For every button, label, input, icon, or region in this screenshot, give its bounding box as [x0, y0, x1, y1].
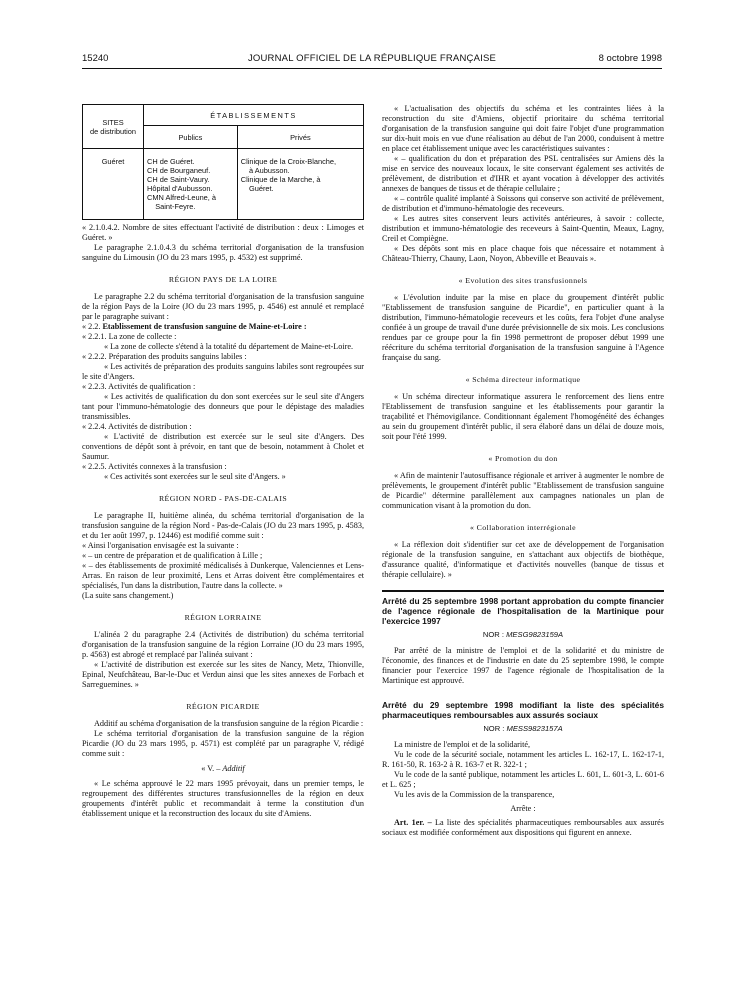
nor-label: NOR :	[483, 724, 507, 733]
nor-code: MESG9823159A	[506, 630, 564, 639]
section-heading: « Schéma directeur informatique	[465, 375, 581, 384]
paragraph: « L'activité de distribution est exercée sur les sites de Nancy, Metz, Thionville, Epinal, Neufchâteau, Bar-le-Duc et Verdun ainsi que les sites annexes de Forbach et Sarreguemines. »	[82, 660, 364, 689]
establishments-table	[82, 104, 364, 220]
paragraph: « Le schéma approuvé le 22 mars 1995 prévoyait, dans un premier temps, le regroupement des différentes structures transfusionnelles de la région en deux groupements d'intérêt public et recommandait à terme la constitution d'un établissement unique et la reconstruction des locaux du site d'Amiens.	[82, 779, 364, 818]
paragraph: « 2.2.5. Activités connexes à la transfusion :	[82, 462, 227, 471]
paragraph: « Les activités de préparation des produits sanguins labiles sont regroupées sur le site d'Angers.	[82, 362, 364, 381]
paragraph: « Afin de maintenir l'autosuffisance régionale et arriver à augmenter le nombre de prélèvements, le groupement d'intérêt public "Etablissement de transfusion sanguine de Picardie" détermine parallèlement aux campagnes nationales un plan de communication visant à la promotion du don.	[382, 471, 664, 510]
table-header-publics: Publics	[144, 126, 238, 149]
article-text: La liste des spécialités pharmaceutiques remboursables aux assurés sociaux est modifiée conformément aux dispositions qui figurent en annexe.	[382, 818, 664, 837]
section-heading: « Promotion du don	[488, 454, 558, 463]
paragraph: « L'évolution induite par la mise en place du groupement d'intérêt public "Etablissement de transfusion sanguine de Picardie", en particulier quant à la distribution, l'immuno-hématologie receveurs et les coûts, fera l'objet d'une analyse confiée à un groupe de travail d'une durée prévisionnelle de six mois. Les conclusions rendues par ce groupe pour la fin 1998 permettront de proposer début 1999 une réécriture du schéma territorial d'organisation de la transfusion sanguine à l'Agence française du sang.	[382, 293, 664, 362]
left-column	[82, 104, 364, 819]
decree-title: Arrêté du 25 septembre 1998 portant approbation du compte financier de l'agence régionale de l'hospitalisation de la Martinique pour l'exercice 1997	[382, 596, 664, 626]
paragraph: Le paragraphe 2.2 du schéma territorial d'organisation de la transfusion sanguine de la région Pays de la Loire (JO du 23 mars 1995, p. 4546) est annulé et remplacé par le paragraphe suivant :	[82, 292, 364, 321]
paragraph: « – contrôle qualité implanté à Soissons qui conserve son activité de prélèvement, de distribution et d'immuno-hématologie des receveurs.	[382, 194, 664, 213]
paragraph: « 2.1.0.4.2. Nombre de sites effectuant l'activité de distribution : deux : Limoges et Guéret. »	[82, 223, 364, 242]
right-column	[382, 104, 664, 838]
section-heading: RÉGION LORRAINE	[184, 613, 262, 622]
paragraph: L'alinéa 2 du paragraphe 2.4 (Activités de distribution) du schéma territorial d'organisation de la transfusion sanguine de la région Lorraine (JO du 23 mars 1995, p. 4563) est abrogé et remplacé par l'alinéa suivant :	[82, 630, 364, 659]
section-heading: « Evolution des sites transfusionnels	[458, 276, 588, 285]
table-header-sites: SITES de distribution	[83, 105, 144, 149]
paragraph: La ministre de l'emploi et de la solidarité,	[394, 740, 531, 749]
paragraph: « 2.2.4. Activités de distribution :	[82, 422, 192, 431]
table-header-prives: Privés	[237, 126, 363, 149]
section-heading: RÉGION PICARDIE	[186, 702, 260, 711]
paragraph: « – un centre de préparation et de qualification à Lille ;	[82, 551, 263, 560]
paragraph: Vu les avis de la Commission de la transparence,	[394, 790, 555, 799]
paragraph: Additif au schéma d'organisation de la transfusion sanguine de la région Picardie :	[94, 719, 364, 728]
paragraph: « L'activité de distribution est exercée sur le seul site d'Angers. Des conventions de dépôt sont à prévoir, en tant que de besoin, notamment à Cholet et Saumur.	[82, 432, 364, 461]
decree-title: Arrêté du 29 septembre 1998 modifiant la liste des spécialités pharmaceutiques remboursables aux assurés sociaux	[382, 700, 664, 720]
paragraph: « L'actualisation des objectifs du schéma et les contraintes liées à la reconstruction du site d'Amiens, objectif prioritaire du schéma territorial d'organisation de la transfusion sanguine qui doit faire l'objet d'une programmation sur dix-huit mois en vue d'une réalisation au début de l'an 2000, conduisent à mettre en place cet établissement unique avec les caractéristiques suivantes :	[382, 104, 664, 153]
article-separator	[382, 590, 664, 592]
paragraph: « 2.2.1. La zone de collecte :	[82, 332, 177, 341]
article	[382, 818, 664, 838]
section-number: « 2.2.	[82, 322, 103, 331]
paragraph: « Un schéma directeur informatique assurera le renforcement des liens entre l'Etablissement de transfusion sanguine et les établissements pour garantir la traçabilité et l'hémovigilance. Conditionnant également l'homogénéité des échanges au sein du groupement d'intérêt public, il sera élaboré dans un délai de douze mois, soit pour l'été 1999.	[382, 392, 664, 441]
paragraph: Vu le code de la santé publique, notamment les articles L. 601, L. 601-3, L. 601-6 et L. 625 ;	[382, 770, 664, 789]
nor-reference	[382, 724, 664, 734]
page-number: 15240	[82, 53, 109, 64]
paragraph: « Ainsi l'organisation envisagée est la suivante :	[82, 541, 239, 550]
paragraph: Vu le code de la sécurité sociale, notamment les articles L. 162-17, L. 162-17-1, R. 161-50, R. 163-2 à R. 163-7 et R. 322-1 ;	[382, 750, 664, 769]
paragraph	[82, 322, 364, 332]
paragraph: Le paragraphe II, huitième alinéa, du schéma territorial d'organisation de la transfusion sanguine de la région Nord - Pas-de-Calais (JO du 23 mars 1995, p. 4583, et du 1er août 1997, p. 12446) est modifié comme suit :	[82, 511, 364, 540]
section-heading: « Collaboration interrégionale	[470, 523, 576, 532]
table-cell-site: Guéret	[83, 149, 144, 220]
paragraph: (La suite sans changement.)	[82, 591, 174, 600]
paragraph: « Les autres sites conservent leurs activités antérieures, à savoir : collecte, distribution et immuno-hématologie des receveurs à Saint-Quentin, Meaux, Lagny, Creil et Compiègne.	[382, 214, 664, 243]
paragraph: « Les activités de qualification du don sont exercées sur le seul site d'Angers tant pour l'immuno-hématologie des donneurs que pour le dépistage des maladies transmissibles.	[82, 392, 364, 421]
page-header	[82, 52, 662, 69]
paragraph: « – des établissements de proximité médicalisés à Dunkerque, Valenciennes et Lens-Arras. En raison de leur proximité, Lens et Arras doivent être complémentaires et spécialisés, l'un dans la distribution, l'autre dans la collecte. »	[82, 561, 364, 590]
paragraph: « 2.2.2. Préparation des produits sanguins labiles :	[82, 352, 247, 361]
paragraph: Arrête :	[510, 804, 536, 813]
subheading	[82, 764, 364, 774]
subheading-title: Additif	[222, 764, 245, 773]
section-heading: RÉGION NORD - PAS-DE-CALAIS	[158, 494, 288, 503]
paragraph: « La réflexion doit s'identifier sur cet axe de développement de l'organisation régionale de la transfusion sanguine, en s'attachant aux objectifs de biothèque, d'assurance qualité, d'informatique et d'activités nouvelles (banque de tissus et thérapie cellulaire). »	[382, 540, 664, 579]
paragraph: « Ces activités sont exercées sur le seul site d'Angers. »	[104, 472, 286, 481]
paragraph: Par arrêté de la ministre de l'emploi et de la solidarité et du ministre de l'économie, des finances et de l'industrie en date du 25 septembre 1998, le compte financier pour l'exercice 1997 de l'agence régionale de l'hospitalisation de la Martinique est approuvé.	[382, 646, 664, 685]
article-label: Art. 1er. –	[394, 818, 435, 827]
nor-code: MESS9823157A	[506, 724, 563, 733]
section-heading: RÉGION PAYS DE LA LOIRE	[168, 275, 278, 284]
table-cell-prives: Clinique de la Croix-Blanche, à Aubusson. Clinique de la Marche, à Guéret.	[237, 149, 363, 220]
section-title: Etablissement de transfusion sanguine de Maine-et-Loire :	[102, 322, 307, 331]
subheading-prefix: « V. –	[201, 764, 223, 773]
paragraph: « Des dépôts sont mis en place chaque fois que nécessaire et notamment à Château-Thierry, Chauny, Laon, Noyon, Abbeville et Beauvais ».	[382, 244, 664, 263]
table-header-establishments: ÉTABLISSEMENTS	[144, 105, 364, 126]
paragraph: Le paragraphe 2.1.0.4.3 du schéma territorial d'organisation de la transfusion sanguine du Limousin (JO du 23 mars 1995, p. 4532) est supprimé.	[82, 243, 364, 262]
paragraph: « 2.2.3. Activités de qualification :	[82, 382, 196, 391]
journal-title: JOURNAL OFFICIEL DE LA RÉPUBLIQUE FRANÇAISE	[247, 53, 497, 64]
table-cell-publics: CH de Guéret. CH de Bourganeuf. CH de Saint-Vaury. Hôpital d'Aubusson. CMN Alfred-Leune, à Saint-Feyre.	[144, 149, 238, 220]
paragraph: « – qualification du don et préparation des PSL centralisées sur Amiens dès la mise en service des nouveaux locaux, le site conservant également ses activités de prélèvement, de distribution et d'IHR et ayant vocation à développer des activités annexes de banques de tissus et de thérapie cellulaire ;	[382, 154, 664, 193]
paragraph: « La zone de collecte s'étend à la totalité du département de Maine-et-Loire.	[104, 342, 354, 351]
nor-reference	[382, 630, 664, 640]
nor-label: NOR :	[482, 630, 507, 639]
paragraph: Le schéma territorial d'organisation de la transfusion sanguine de la région Picardie (JO du 23 mars 1995, p. 4571) est complété par un paragraphe V, rédigé comme suit :	[82, 729, 364, 758]
issue-date: 8 octobre 1998	[598, 53, 662, 64]
